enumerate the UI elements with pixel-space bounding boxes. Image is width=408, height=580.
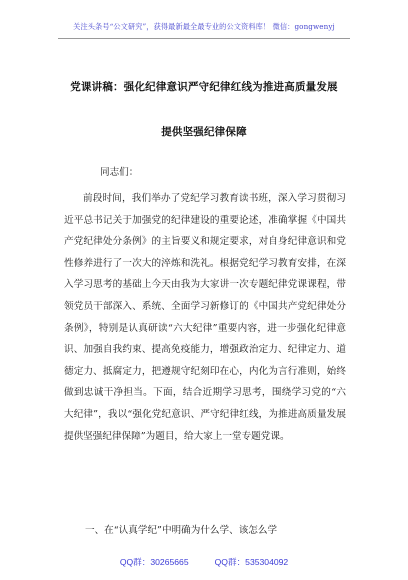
footer-qq-group-2: QQ群：535304092 <box>214 557 289 567</box>
document-title-line-1: 党课讲稿：强化纪律意识严守纪律红线为推进高质量发展 <box>70 81 338 93</box>
section-heading: 一、在“认真学纪”中明确为什么学、该怎么学 <box>85 525 278 536</box>
salutation: 同志们： <box>100 167 139 178</box>
document-title-line-2: 提供坚强纪律保障 <box>161 126 247 138</box>
body-paragraph: 前段时间，我们举办了党纪学习教育读书班，深入学习贯彻习近平总书记关于加强党的纪律建设的重要论述，准确掌握《中国共产党纪律处分条例》的主旨要义和规定要求，对自身纪律意识和党性修养进行了一次大的淬炼和洗礼。根据党纪学习教育安排，在深入学习思考的基础上今天由我为大家讲一次专题纪律党课课程，带领党员干部深入、系统、全面学习新修订的《中国共产党纪律处分条例》，特别是认真研读“六大纪律”重要内容，进一步强化纪律意识、加强自我约束、提高免疫能力，增强政治定力、纪律定力、道德定力、抵腐定力，把遵规守纪刻印在心，内化为言行准则，始终做到忠诚干净担当。下面，结合近期学习思考，围绕学习党的“六大纪律”，我以“强化党纪意识、严守纪律红线，为推进高质量发展提供坚强纪律保障”为题目，给大家上一堂专题党课。 <box>64 193 346 442</box>
header-notice: 关注头条号“公文研究”，获得最新最全最专业的公文资料库！ 微信：gongwenyj <box>73 22 335 31</box>
footer-qq-group-1: QQ群：30265665 <box>119 557 189 567</box>
header-divider <box>58 38 350 39</box>
footer-contact <box>0 556 408 568</box>
